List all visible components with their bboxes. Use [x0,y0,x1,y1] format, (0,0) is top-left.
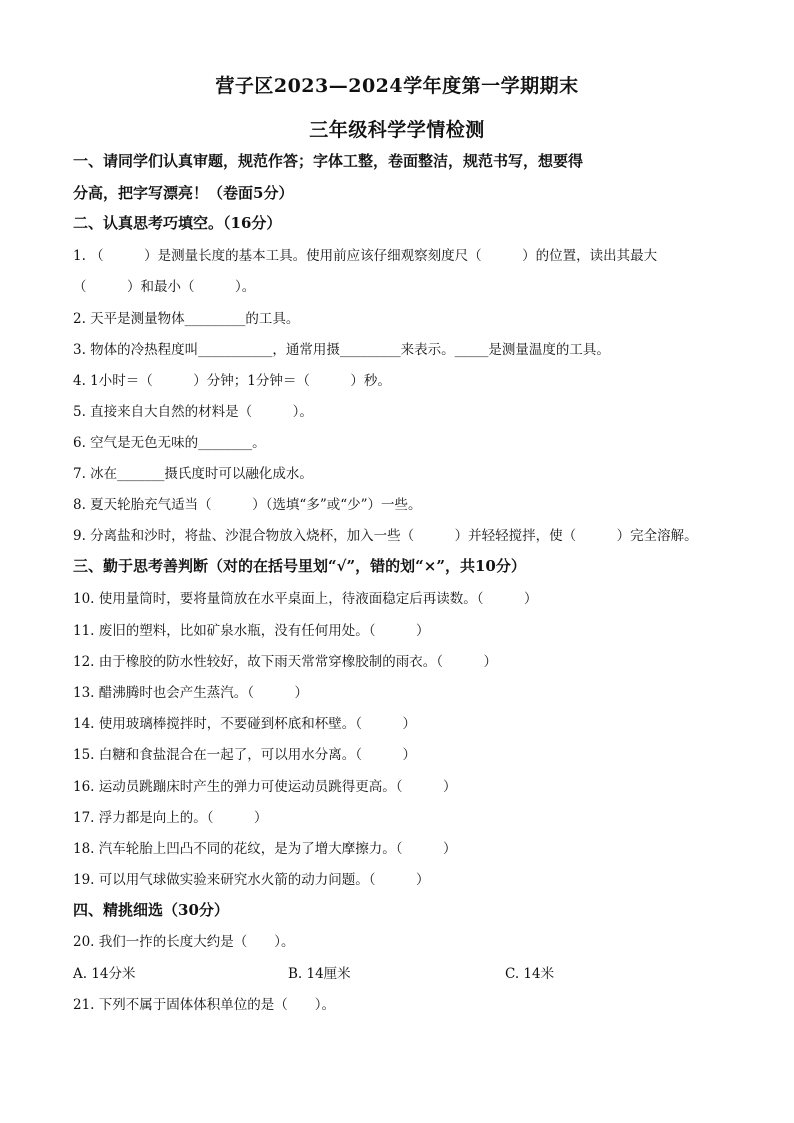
question-1: 1. （ ）是测量长度的基本工具。使用前应该仔细观察刻度尺（ ）的位置，读出其最大 [73,248,658,264]
question-20-option-b: B. 14厘米 [288,966,351,982]
question-8: 8. 夏天轮胎充气适当（ ）（选填“多”或“少”）一些。 [73,497,422,513]
question-1-cont: （ ）和最小（ ）。 [73,279,256,295]
question-10: 10. 使用量筒时，要将量筒放在水平桌面上，待液面稳定后再读数。（ ） [73,591,538,607]
exam-subtitle: 三年级科学学情检测 [309,119,485,141]
question-20-option-a: A. 14分米 [73,966,136,982]
question-9: 9. 分离盐和沙时，将盐、沙混合物放入烧杯，加入一些（ ）并轻轻搅拌，使（ ）完全溶解。 [73,528,698,544]
question-17: 17. 浮力都是向上的。（ ） [73,810,268,826]
question-16: 16. 运动员跳蹦床时产生的弹力可使运动员跳得更高。（ ） [73,779,457,795]
section-3-heading: 三、勤于思考善判断（对的在括号里划“√”，错的划“×”，共10分） [73,557,526,575]
question-20-option-c: C. 14米 [505,966,555,982]
question-11: 11. 废旧的塑料，比如矿泉水瓶，没有任何用处。（ ） [73,623,430,639]
question-2: 2. 天平是测量物体_________的工具。 [73,311,300,327]
question-18: 18. 汽车轮胎上凹凸不同的花纹，是为了增大摩擦力。（ ） [73,841,457,857]
question-5: 5. 直接来自大自然的材料是（ ）。 [73,404,313,420]
question-12: 12. 由于橡胶的防水性较好，故下雨天常常穿橡胶制的雨衣。（ ） [73,654,498,670]
question-7: 7. 冰在_______摄氏度时可以融化成水。 [73,466,313,482]
question-6: 6. 空气是无色无味的________。 [73,435,266,451]
question-21: 21. 下列不属于固体体积单位的是（ ）。 [73,997,336,1013]
question-13: 13. 醋沸腾时也会产生蒸汽。（ ） [73,685,309,701]
question-4: 4. 1小时＝（ ）分钟；1分钟＝（ ）秒。 [73,373,391,389]
question-3: 3. 物体的冷热程度叫___________，通常用摄_________来表示。_____是测量温度的工具。 [73,342,610,358]
section-1-heading-cont: 分高，把字写漂亮！（卷面5分） [73,184,294,202]
section-1-heading: 一、请同学们认真审题，规范作答；字体工整，卷面整洁，规范书写，想要得 [73,152,584,170]
section-2-heading: 二、认真思考巧填空。（16分） [73,214,282,232]
question-19: 19. 可以用气球做实验来研究水火箭的动力问题。（ ） [73,872,430,888]
question-20: 20. 我们一拃的长度大约是（ ）。 [73,934,295,950]
question-15: 15. 白糖和食盐混合在一起了，可以用水分离。（ ） [73,747,417,763]
section-4-heading: 四、精挑细选（30分） [73,901,229,919]
exam-title: 营子区2023—2024学年度第一学期期末 [215,75,579,97]
question-14: 14. 使用玻璃棒搅拌时，不要碰到杯底和杯壁。（ ） [73,716,417,732]
